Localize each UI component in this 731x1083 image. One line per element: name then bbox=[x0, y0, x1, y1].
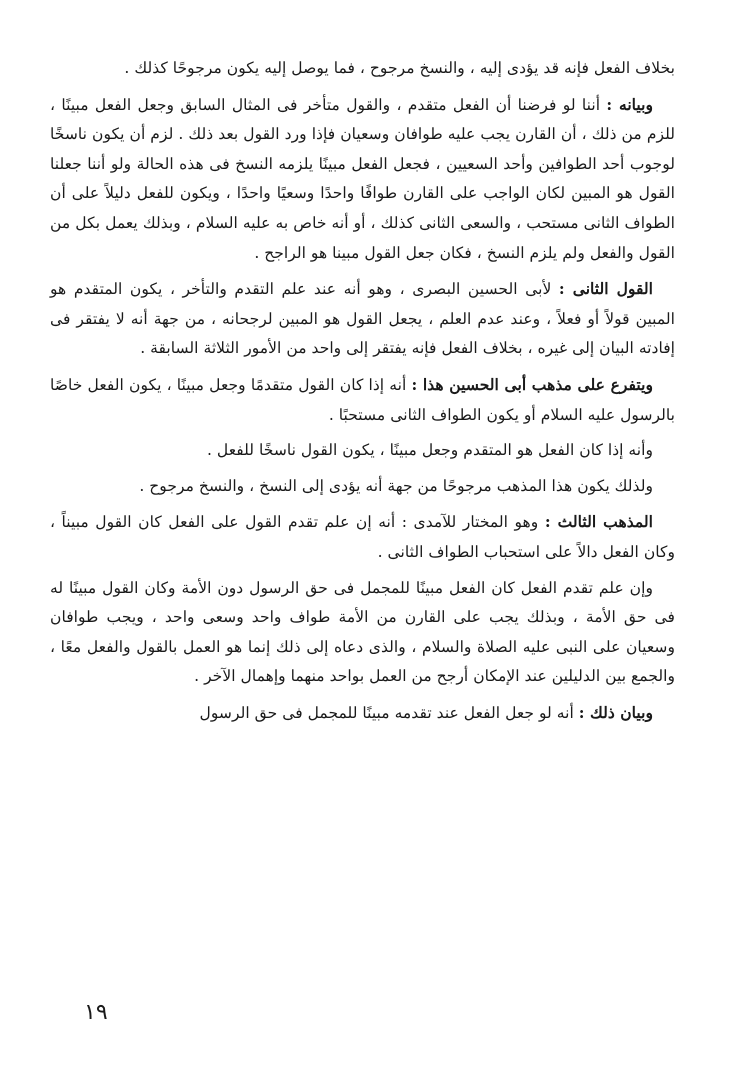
paragraph-lead: وبيانه : bbox=[606, 94, 653, 114]
paragraph-abrogation bbox=[50, 436, 675, 466]
paragraph-text: أننا لو فرضنا أن الفعل متقدم ، والقول متأخر فى المثال السابق وجعل الفعل مبينًا ، للزم من ذلك ، أن القارن يجب عليه طوافان وسعيان فإذا ورد القول بعد ذلك . لزم أن يكون ناسخًا لوجوب أحد الطوافين وأحد السعيين ، فجعل الفعل مبينًا يلزمه النسخ فى هذه الحالة ولو أننا جعلنا القول هو المبين لكان الواجب على القارن طوافًا واحدًا وسعيًا واحدًا ، ويكون للفعل دليلاً على أن الطواف الثانى مستحب ، والسعى الثانى كذلك ، أو أنه خاص به عليه السلام ، وبذلك يعمل بكل من القول والفعل ولم يلزم النسخ ، فكان جعل القول مبينا هو الراجح . bbox=[50, 95, 675, 262]
paragraph-derivation bbox=[50, 370, 675, 430]
paragraph-text: وإن علم تقدم الفعل كان الفعل مبينًا للمجمل فى حق الرسول دون الأمة وكان القول مبينًا له فى حق الأمة ، وبذلك يجب على القارن من الأمة طواف واحد وسعى واحد ، ويجب طوافان وسعيان على النبى عليه الصلاة والسلام ، والذى دعاه إلى ذلك إنما هو العمل بالقول والفعل معًا ، والجمع بين الدليلين عند الإمكان أرجح من العمل بواحد منهما وإهمال الآخر . bbox=[50, 578, 675, 686]
paragraph-text: أنه لو جعل الفعل عند تقدمه مبينًا للمجمل فى حق الرسول bbox=[199, 703, 574, 722]
paragraph-clarification bbox=[50, 698, 675, 729]
paragraph-text: أنه إذا كان القول متقدمًا وجعل مبينًا ، يكون الفعل خاصًا بالرسول عليه السلام أو يكون الطواف الثانى مستحبًا . bbox=[50, 375, 675, 424]
paragraph-lead: القول الثانى : bbox=[558, 279, 653, 299]
paragraph-preponderance bbox=[50, 472, 675, 502]
paragraph-text: بخلاف الفعل فإنه قد يؤدى إليه ، والنسخ مرجوح ، فما يوصل إليه يكون مرجوحًا كذلك . bbox=[124, 59, 675, 77]
paragraph-text: ولذلك يكون هذا المذهب مرجوحًا من جهة أنه يؤدى إلى النسخ ، والنسخ مرجوح . bbox=[139, 476, 653, 495]
paragraph-lead: المذهب الثالث : bbox=[544, 512, 653, 532]
paragraph-second-opinion bbox=[50, 274, 675, 364]
paragraph-text: لأبى الحسين البصرى ، وهو أنه عند علم التقدم والتأخر ، يكون المتقدم هو المبين قولاً أو فعلاً ، وعند عدم العلم ، يجعل القول هو المبين لرجحانه ، من جهة أنه لا يفتقر فى إفادته البيان إلى غيره ، بخلاف الفعل فإنه يفتقر إلى واحد من الأمور الثلاثة السابقة . bbox=[50, 280, 675, 358]
paragraph-continuation bbox=[50, 54, 675, 84]
paragraph-lead: ويتفرع على مذهب أبى الحسين هذا : bbox=[411, 374, 653, 394]
paragraph-text: وهو المختار للآمدى : أنه إن علم تقدم القول على الفعل كان القول مبيناً ، وكان الفعل دالاً على استحباب الطواف الثانى . bbox=[50, 513, 675, 561]
page-number: ١٩ bbox=[84, 1000, 108, 1025]
paragraph-lead: وبيان ذلك : bbox=[578, 702, 653, 722]
paragraph-third-opinion bbox=[50, 507, 675, 567]
body-text bbox=[50, 54, 675, 728]
paragraph-text: وأنه إذا كان الفعل هو المتقدم وجعل مبينًا ، يكون القول ناسخًا للفعل . bbox=[207, 441, 653, 460]
paragraph-explanation bbox=[50, 90, 675, 269]
paragraph-action-precedence bbox=[50, 574, 675, 692]
